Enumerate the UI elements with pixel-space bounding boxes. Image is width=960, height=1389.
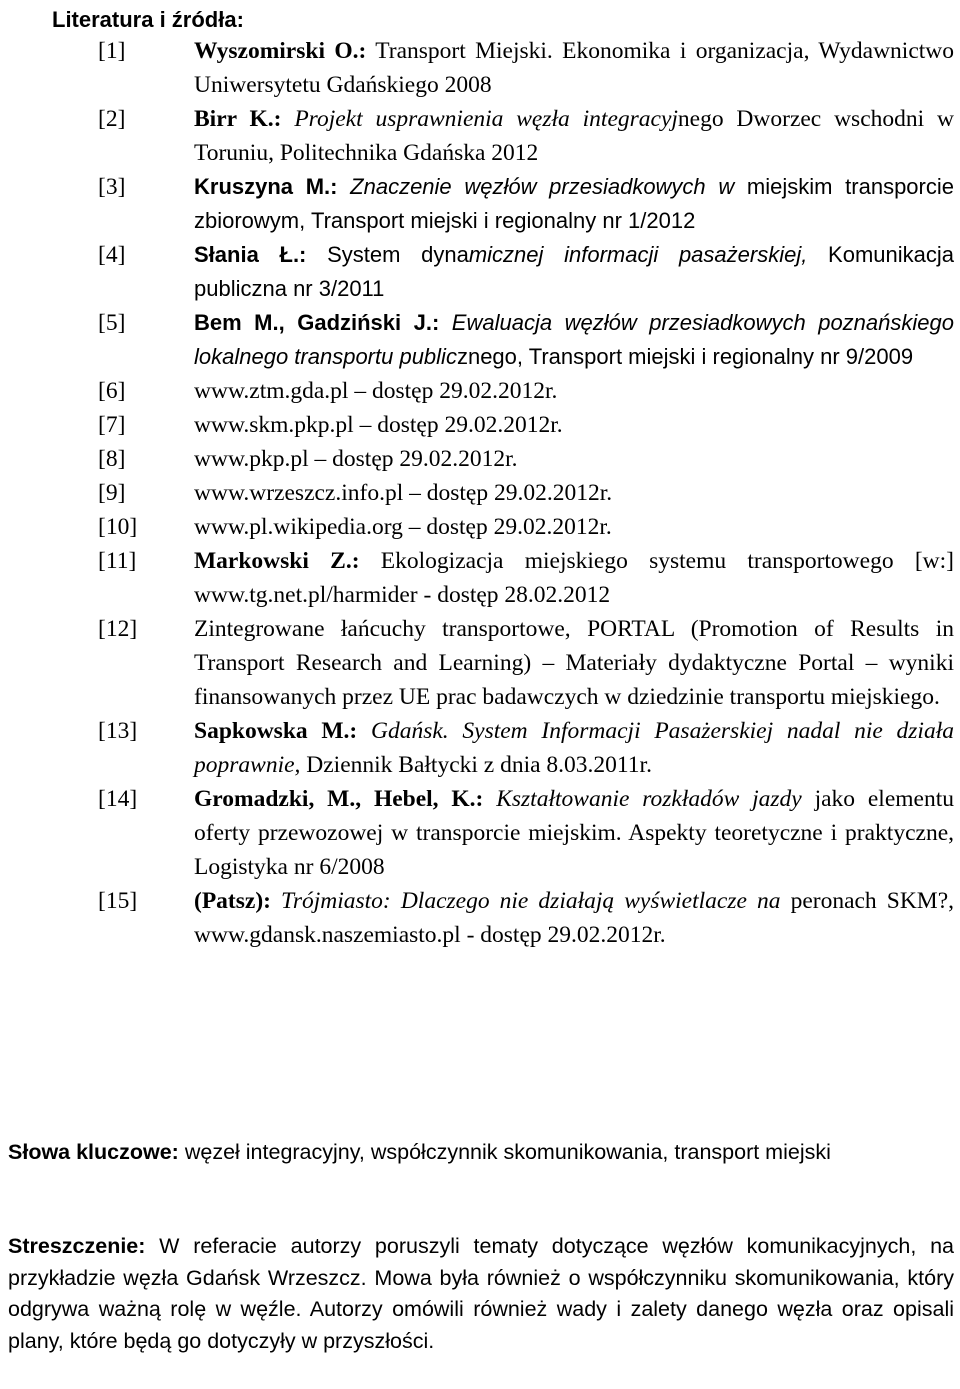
reference-text xyxy=(194,306,954,374)
reference-text xyxy=(194,170,954,238)
reference-item xyxy=(0,884,960,952)
reference-segment: Komunikacja publiczna nr 3/2011 xyxy=(194,242,954,301)
reference-item xyxy=(0,510,960,544)
reference-segment: www.pl.wikipedia.org – dostęp 29.02.2012r. xyxy=(194,514,612,540)
reference-number: [10] xyxy=(98,514,138,540)
reference-item xyxy=(0,408,960,442)
reference-number: [13] xyxy=(98,718,138,744)
reference-segment: Birr K.: xyxy=(194,106,282,132)
reference-item xyxy=(0,476,960,510)
abstract-paragraph xyxy=(8,1231,954,1357)
reference-number: [15] xyxy=(98,888,138,914)
reference-number: [14] xyxy=(98,786,138,812)
reference-segment: Znaczenie węzłów przesiadkowych w xyxy=(337,174,735,199)
reference-segment: Kruszyna M.: xyxy=(194,174,338,199)
reference-number: [5] xyxy=(98,310,126,336)
reference-segment: Projekt usprawnienia węzła integracyj xyxy=(281,106,678,132)
reference-segment: Gdańsk. System Informacji Pasażerskiej nadal nie działa poprawnie, xyxy=(194,718,954,778)
reference-segment: Trójmiasto: Dlaczego nie działają wyświetlacze na xyxy=(270,888,781,914)
reference-segment: www.ztm.gda.pl – dostęp 29.02.2012r. xyxy=(194,378,558,404)
reference-segment: www.skm.pkp.pl – dostęp 29.02.2012r. xyxy=(194,412,563,438)
reference-item xyxy=(0,442,960,476)
reference-text xyxy=(194,34,954,102)
reference-segment: peronach SKM?, www.gdansk.naszemiasto.pl - dostęp 29.02.2012r. xyxy=(194,888,954,948)
reference-segment: nego Dworzec wschodni w Toruniu, Politechnika Gdańska 2012 xyxy=(194,106,954,166)
abstract-text: W referacie autorzy poruszyli tematy dotyczące węzłów komunikacyjnych, na przykładzie węzła Gdańsk Wrzeszcz. Mowa była również o współczynniku skomunikowania, który odgrywa ważną rolę w węźle. Autorzy omówili również wady i zalety danego węzła oraz opisali plany, które będą go dotyczyły w przyszłości. xyxy=(8,1234,954,1353)
reference-number: [9] xyxy=(98,480,126,506)
reference-text xyxy=(194,476,954,510)
reference-segment: (Patsz): xyxy=(194,888,271,914)
reference-segment: Dziennik Bałtycki z dnia 8.03.2011r. xyxy=(300,752,652,778)
reference-item xyxy=(0,612,960,714)
reference-number: [11] xyxy=(98,548,137,574)
reference-segment: Ewaluacja węzłów przesiadkowych poznańskiego lokalnego transportu public xyxy=(194,310,954,369)
reference-text xyxy=(194,238,954,306)
reference-text xyxy=(194,102,954,170)
reference-number: [12] xyxy=(98,616,138,642)
reference-item xyxy=(0,238,960,306)
reference-text xyxy=(194,714,954,782)
reference-item xyxy=(0,544,960,612)
keywords-label: Słowa kluczowe: xyxy=(8,1140,179,1164)
reference-item xyxy=(0,714,960,782)
reference-item xyxy=(0,170,960,238)
reference-segment: miejskim transporcie zbiorowym, Transport miejski i regionalny nr 1/2012 xyxy=(194,174,954,233)
reference-segment: znego, Transport miejski i regionalny nr 9/2009 xyxy=(456,344,914,369)
reference-segment: Bem M., Gadziński J.: xyxy=(194,310,440,335)
reference-segment: jako elementu oferty przewozowej w transporcie miejskim. Aspekty teoretyczne i praktyczne, Logistyka nr 6/2008 xyxy=(194,786,954,880)
reference-item xyxy=(0,34,960,102)
reference-segment: Sapkowska M.: xyxy=(194,718,358,744)
reference-text xyxy=(194,408,954,442)
reference-segment: Markowski Z.: xyxy=(194,548,360,574)
reference-segment: System dyna xyxy=(306,242,469,267)
reference-segment: Słania Ł.: xyxy=(194,242,307,267)
reference-segment: Ekologizacja miejskiego systemu transportowego [w:] www.tg.net.pl/harmider - dostęp 28.02.2012 xyxy=(194,548,954,608)
reference-number: [3] xyxy=(98,174,126,200)
reference-segment: micznej informacji pasażerskiej, xyxy=(468,242,808,267)
reference-segment: www.wrzeszcz.info.pl – dostęp 29.02.2012r. xyxy=(194,480,613,506)
abstract-label: Streszczenie: xyxy=(8,1234,146,1258)
reference-text xyxy=(194,884,954,952)
reference-segment: Transport Miejski. Ekonomika i organizacja, Wydawnictwo Uniwersytetu Gdańskiego 2008 xyxy=(194,38,954,98)
keywords-text: węzeł integracyjny, współczynnik skomunikowania, transport miejski xyxy=(178,1140,831,1164)
reference-number: [1] xyxy=(98,38,126,64)
reference-item xyxy=(0,102,960,170)
reference-number: [6] xyxy=(98,378,126,404)
reference-segment: Kształtowanie rozkładów jazdy xyxy=(483,786,802,812)
reference-text xyxy=(194,374,954,408)
reference-segment: Gromadzki, M., Hebel, K.: xyxy=(194,786,484,812)
reference-number: [7] xyxy=(98,412,126,438)
reference-number: [2] xyxy=(98,106,126,132)
reference-segment: Zintegrowane łańcuchy transportowe, PORTAL (Promotion of Results in Transport Research and Learning) – Materiały dydaktyczne Portal – wyniki finansowanych przez UE prac badawczych w dziedzinie transportu miejskiego. xyxy=(194,616,954,710)
reference-number: [4] xyxy=(98,242,126,268)
reference-number: [8] xyxy=(98,446,126,472)
reference-segment: www.pkp.pl – dostęp 29.02.2012r. xyxy=(194,446,518,472)
reference-item xyxy=(0,374,960,408)
reference-list xyxy=(0,34,960,952)
reference-text xyxy=(194,442,954,476)
reference-segment: Wyszomirski O.: xyxy=(194,38,367,64)
reference-item xyxy=(0,782,960,884)
reference-item xyxy=(0,306,960,374)
reference-text xyxy=(194,510,954,544)
reference-text xyxy=(194,612,954,714)
reference-text xyxy=(194,782,954,884)
reference-text xyxy=(194,544,954,612)
references-heading: Literatura i źródła: xyxy=(52,7,244,32)
keywords-paragraph xyxy=(8,1137,954,1169)
